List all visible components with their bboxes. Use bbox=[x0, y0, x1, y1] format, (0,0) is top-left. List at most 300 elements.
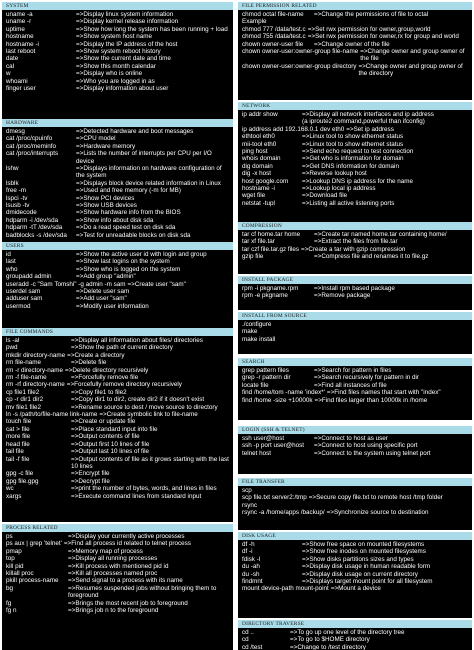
command-description: =>Forcefully remove directory recursively bbox=[66, 381, 182, 389]
command-description: =>Test for unreadable blocks on disk sda bbox=[76, 231, 191, 239]
command-row bbox=[6, 63, 231, 70]
command-row bbox=[6, 85, 231, 92]
command-text: chmod 755 /data/test.c bbox=[242, 33, 306, 41]
command-text: whois domain bbox=[242, 155, 281, 163]
command-text: ./configure bbox=[242, 321, 272, 328]
command-text: dig -x host bbox=[242, 170, 272, 178]
command-description: =>Detected hardware and boot messages bbox=[76, 128, 194, 135]
command-row bbox=[6, 367, 231, 374]
command-description: =>Hardware memory bbox=[76, 142, 136, 150]
command-row bbox=[6, 18, 231, 25]
command-description: =>Show last logins on the system bbox=[76, 258, 170, 266]
command-text: hdparm -i /dev/sda bbox=[6, 216, 59, 224]
section-process-related bbox=[2, 524, 233, 650]
command-row bbox=[6, 187, 231, 194]
section-users bbox=[2, 242, 233, 328]
command-text: cat > file bbox=[6, 425, 30, 433]
command-description: =>Secure copy file.txt to remote host /tmp folder bbox=[308, 494, 443, 502]
command-row bbox=[242, 578, 470, 585]
command-row bbox=[242, 541, 470, 548]
command-description: =>Listing all active listening ports bbox=[302, 199, 395, 207]
command-row bbox=[242, 118, 470, 125]
command-text: cp -r dir1 dir2 bbox=[6, 396, 44, 404]
section-body bbox=[238, 628, 472, 650]
command-text: mii-tool eth0 bbox=[242, 140, 277, 148]
command-description: =>To go up one level of the directory tree bbox=[290, 629, 405, 636]
command-description: =>Search recursively for pattern in dir bbox=[314, 374, 419, 382]
command-row bbox=[242, 18, 470, 25]
command-row bbox=[242, 382, 470, 389]
command-row bbox=[6, 258, 231, 265]
command-text: hostname -i bbox=[242, 185, 275, 193]
command-row bbox=[242, 238, 470, 245]
command-description: =>Display your currently active processes bbox=[68, 533, 185, 540]
command-description: =>Install rpm based package bbox=[314, 285, 395, 292]
command-row bbox=[6, 426, 231, 433]
command-row bbox=[6, 448, 231, 455]
command-text: findmnt bbox=[242, 578, 263, 586]
command-description: =>Linux tool to show ethernet status bbox=[302, 133, 404, 141]
command-text: adduser sam bbox=[6, 295, 43, 303]
command-row bbox=[6, 600, 231, 607]
command-text: ssh user@host bbox=[242, 435, 285, 442]
command-text: cd .. bbox=[242, 629, 254, 636]
command-text: netstat -tupl bbox=[242, 199, 275, 207]
command-description: =>Delete user sam bbox=[76, 288, 130, 296]
command-text: dmidecode bbox=[6, 209, 37, 217]
command-description: =>Send signal to a process with its name bbox=[68, 577, 183, 585]
section-body bbox=[2, 10, 233, 126]
command-description: =>Connect to host as user bbox=[314, 435, 388, 442]
command-text: free -m bbox=[6, 187, 26, 195]
section-search bbox=[238, 358, 472, 420]
section-header: USERS bbox=[2, 242, 233, 250]
command-text: cd /test bbox=[242, 643, 263, 650]
command-row bbox=[242, 502, 470, 509]
command-description: =>Show USB devices bbox=[76, 202, 137, 210]
command-text: uptime bbox=[6, 25, 25, 33]
command-row bbox=[242, 200, 470, 207]
command-row bbox=[6, 303, 231, 310]
command-row bbox=[242, 442, 470, 449]
section-header: FILE PERMISSION RELATED bbox=[238, 2, 472, 10]
command-description: =>Create a directory bbox=[67, 351, 125, 359]
command-row bbox=[6, 48, 231, 55]
command-row bbox=[6, 352, 231, 359]
command-description: =>Display kernel release information bbox=[76, 18, 179, 26]
command-text: rm -f file-name bbox=[6, 374, 47, 382]
command-description: =>Delete file bbox=[71, 359, 107, 367]
command-row bbox=[6, 41, 231, 48]
command-description: =>Display who is online bbox=[76, 70, 143, 78]
command-text: ln -s /path/to/file-name link-name bbox=[6, 411, 98, 419]
command-row bbox=[242, 435, 470, 442]
command-description bbox=[314, 321, 470, 328]
command-text: cat /proc/interrupts bbox=[6, 150, 59, 158]
command-row bbox=[6, 202, 231, 209]
command-row bbox=[242, 336, 470, 343]
command-row bbox=[242, 397, 470, 404]
command-row bbox=[6, 478, 231, 485]
command-description: =>Connect to the system using telnet port bbox=[314, 449, 431, 457]
command-description: =>Displays information on hardware configuration of the system bbox=[76, 165, 222, 180]
section-install-package bbox=[238, 276, 472, 310]
command-text: ps aux | grep 'telnet' bbox=[6, 540, 62, 548]
command-description: =>Create user "sam" bbox=[127, 280, 186, 288]
command-description: =>Display linux system information bbox=[76, 11, 174, 18]
command-description: =>Find all instances of file bbox=[314, 381, 387, 389]
command-description: =>Find files names that start with "index" bbox=[326, 389, 441, 397]
command-text: ls -al bbox=[6, 337, 20, 344]
command-row bbox=[242, 450, 470, 457]
command-description: =>Show free inodes on mounted filesystems bbox=[302, 548, 426, 556]
command-row bbox=[6, 143, 231, 150]
command-description: =>Display disk usage in human readable form bbox=[302, 563, 431, 571]
command-row bbox=[242, 285, 470, 292]
command-text: cat /proc/meminfo bbox=[6, 142, 57, 150]
command-row bbox=[6, 585, 231, 600]
command-description: =>Create tar named home.tar containing home/ bbox=[314, 231, 447, 238]
command-description: =>Set ip address bbox=[346, 125, 394, 133]
command-text: last bbox=[6, 258, 16, 266]
command-row bbox=[242, 155, 470, 162]
command-text: hostname bbox=[6, 33, 34, 41]
section-header: DIRECTORY TRAVERSE bbox=[238, 620, 472, 628]
command-row bbox=[6, 433, 231, 440]
command-row bbox=[6, 251, 231, 258]
command-description: =>Show system host name bbox=[76, 33, 152, 41]
command-text: dmesg bbox=[6, 128, 25, 135]
command-description: =>Show the current date and time bbox=[76, 55, 171, 63]
command-description: =>Compress file and renames it to file.gz bbox=[314, 253, 429, 261]
command-text: usermod bbox=[6, 302, 31, 310]
command-description: =>Output contents of file as it grows starting with the last 10 lines bbox=[71, 455, 229, 470]
command-row bbox=[6, 26, 231, 33]
section-network bbox=[238, 102, 472, 222]
command-row bbox=[242, 367, 470, 374]
command-row bbox=[6, 411, 231, 418]
command-text: chown owner-user:owner-group file-name bbox=[242, 48, 359, 56]
command-text: useradd -c "Sam Tomshi" -g admin -m sam bbox=[6, 280, 126, 288]
command-description: =>Show disks partitions sizes and types bbox=[302, 555, 414, 563]
section-body bbox=[2, 250, 233, 328]
section-header: SEARCH bbox=[238, 358, 472, 366]
command-text: grep pattern files bbox=[242, 367, 289, 374]
command-text: killall proc bbox=[6, 570, 34, 578]
command-text: tar cf home.tar home bbox=[242, 231, 301, 238]
command-row bbox=[6, 563, 231, 570]
section-header: INSTALL FROM SOURCE bbox=[238, 312, 472, 320]
command-description: =>Show the active user id with login and group bbox=[76, 251, 207, 258]
command-text: du -ah bbox=[242, 563, 260, 571]
command-row bbox=[6, 78, 231, 85]
command-text: touch file bbox=[6, 418, 32, 426]
command-row bbox=[6, 33, 231, 40]
command-description: =>Lists the number of interrupts per CPU per I/O device bbox=[76, 150, 212, 165]
command-description: =>Copy file1 to file2 bbox=[71, 388, 127, 396]
command-row bbox=[242, 509, 470, 516]
command-description bbox=[314, 328, 470, 335]
command-row bbox=[6, 485, 231, 492]
command-text: ping host bbox=[242, 148, 268, 156]
command-description: =>Show system reboot history bbox=[76, 48, 161, 56]
section-install-from-source bbox=[238, 312, 472, 354]
command-row bbox=[6, 374, 231, 381]
command-text: head file bbox=[6, 440, 30, 448]
command-text: rsync -a /home/apps /backup/ bbox=[242, 509, 325, 517]
command-text: host google.com bbox=[242, 177, 289, 185]
command-text: gpg -c file bbox=[6, 470, 34, 478]
command-description: =>Modify user information bbox=[76, 302, 149, 310]
section-header: FILE COMMANDS bbox=[2, 328, 233, 336]
section-body bbox=[2, 532, 233, 650]
command-row bbox=[6, 389, 231, 396]
command-description: =>Displays target mount point for all filesystem bbox=[302, 578, 433, 586]
command-description: =>Show PCI devices bbox=[76, 194, 135, 202]
command-row bbox=[6, 456, 231, 471]
command-description: =>Who you are logged in as bbox=[76, 77, 155, 85]
command-description bbox=[314, 487, 470, 494]
command-description: =>Resumes suspended jobs without bringing them to foreground bbox=[68, 584, 217, 600]
command-text: pmap bbox=[6, 547, 22, 555]
command-row bbox=[6, 180, 231, 187]
section-body bbox=[238, 230, 472, 274]
command-text: xargs bbox=[6, 492, 22, 500]
command-text: uname -a bbox=[6, 11, 33, 18]
section-header: INSTALL PACKAGE bbox=[238, 276, 472, 284]
command-description: =>Encrypt file bbox=[71, 470, 110, 478]
command-description: =>Memory map of process bbox=[68, 547, 143, 555]
command-row bbox=[242, 148, 470, 155]
command-description: =>Do a read speed test on disk sda bbox=[76, 224, 176, 232]
command-text: badblocks -s /dev/sda bbox=[6, 231, 67, 239]
command-description: =>Linux tool to show ethernet status bbox=[302, 140, 404, 148]
section-body bbox=[238, 284, 472, 310]
command-text: rm file-name bbox=[6, 359, 41, 367]
section-header: NETWORK bbox=[238, 102, 472, 110]
command-text: hostname -i bbox=[6, 40, 39, 48]
command-text: gpg file.gpg bbox=[6, 477, 39, 485]
command-row bbox=[6, 128, 231, 135]
command-description: =>Change owner and group owner of the file bbox=[360, 48, 465, 63]
command-description: =>Add user "sam" bbox=[76, 295, 127, 303]
command-text: date bbox=[6, 55, 19, 63]
command-description: =>Add group "admin" bbox=[76, 273, 136, 281]
command-description: (a iproute2 command,powerful than ifconfig) bbox=[302, 118, 425, 126]
command-description: =>Set rwx permission for owner,group,world bbox=[307, 25, 431, 33]
command-text: make install bbox=[242, 335, 276, 343]
section-body bbox=[2, 336, 233, 522]
command-description: =>Show how long the system has been running + load bbox=[76, 25, 228, 33]
command-row bbox=[6, 288, 231, 295]
section-system bbox=[2, 2, 233, 126]
command-row bbox=[242, 178, 470, 185]
command-row bbox=[6, 404, 231, 411]
section-header: PROCESS RELATED bbox=[2, 524, 233, 532]
command-description: =>Change to /test directory bbox=[290, 643, 366, 650]
command-text bbox=[242, 118, 302, 125]
command-text: cal bbox=[6, 62, 15, 70]
section-login-ssh-telnet bbox=[238, 426, 472, 474]
command-text: finger user bbox=[6, 85, 36, 93]
command-description: =>Execute command lines from standard input bbox=[71, 492, 202, 500]
command-text: scp bbox=[242, 487, 252, 494]
command-text: lsblk bbox=[6, 179, 19, 187]
command-description: =>Display all network interfaces and ip address bbox=[302, 111, 434, 118]
command-row bbox=[6, 266, 231, 273]
command-text: lspci -tv bbox=[6, 194, 28, 202]
command-text: fdisk -l bbox=[242, 555, 261, 563]
command-row bbox=[6, 55, 231, 62]
command-description: =>CPU model bbox=[76, 135, 116, 143]
command-text: top bbox=[6, 555, 15, 563]
command-description: =>Display all information about files/ directories bbox=[71, 337, 203, 344]
command-text: ps bbox=[6, 533, 13, 540]
section-body bbox=[238, 366, 472, 420]
command-description: =>Kill process with mentioned pid id bbox=[68, 562, 169, 570]
command-row bbox=[6, 281, 231, 288]
section-disk-usage bbox=[238, 532, 472, 618]
command-row bbox=[6, 150, 231, 165]
section-body bbox=[238, 320, 472, 354]
command-row bbox=[242, 374, 470, 381]
command-row bbox=[6, 548, 231, 555]
command-text: chmod octal file-name bbox=[242, 11, 304, 18]
command-row bbox=[6, 540, 231, 547]
command-row bbox=[242, 328, 470, 335]
command-description: =>To go to $HOME directory bbox=[290, 636, 370, 644]
section-file-permission-related bbox=[238, 2, 472, 100]
command-text: fg bbox=[6, 599, 12, 607]
command-description: =>Decrypt file bbox=[71, 477, 110, 485]
command-description: =>Synchronize source to destination bbox=[326, 509, 429, 517]
command-row bbox=[242, 26, 470, 33]
command-row bbox=[242, 126, 470, 133]
command-description: =>Brings the most recent job to foreground bbox=[68, 599, 188, 607]
command-description bbox=[314, 502, 470, 509]
command-row bbox=[6, 359, 231, 366]
command-row bbox=[242, 571, 470, 578]
command-row bbox=[242, 33, 470, 40]
command-row bbox=[242, 636, 470, 643]
command-text: kill pid bbox=[6, 562, 24, 570]
command-text: cat /proc/cpuinfo bbox=[6, 135, 53, 143]
section-body bbox=[2, 127, 233, 245]
section-body bbox=[238, 434, 472, 474]
command-text: hdparm -tT /dev/sda bbox=[6, 224, 63, 232]
command-row bbox=[6, 70, 231, 77]
command-row bbox=[242, 644, 470, 650]
command-description bbox=[314, 336, 470, 343]
command-text: bg bbox=[6, 584, 14, 592]
command-description: =>Get DNS information for domain bbox=[302, 162, 399, 170]
command-row bbox=[242, 487, 470, 494]
command-description: =>Output contents of file bbox=[71, 433, 140, 441]
command-description: =>Output first 10 lines of file bbox=[71, 440, 150, 448]
command-description: =>Lookup local ip address bbox=[302, 185, 376, 193]
command-row bbox=[242, 170, 470, 177]
command-description: =>Change the permissions of file to octal bbox=[314, 11, 429, 18]
section-body bbox=[238, 10, 472, 100]
command-row bbox=[6, 555, 231, 562]
command-row bbox=[6, 195, 231, 202]
command-text: rpm -e pkgname bbox=[242, 292, 288, 300]
command-row bbox=[6, 533, 231, 540]
command-text: gzip file bbox=[242, 253, 264, 261]
command-row bbox=[6, 493, 231, 500]
command-row bbox=[6, 232, 231, 239]
section-header: COMPRESSION bbox=[238, 222, 472, 230]
command-text: lshw bbox=[6, 165, 19, 173]
command-description: =>Find all process id related to telnet process bbox=[63, 540, 191, 548]
command-row bbox=[242, 111, 470, 118]
command-description: =>Search for pattern in files bbox=[314, 367, 392, 374]
command-text: ip addr show bbox=[242, 111, 278, 118]
command-description: =>Download file bbox=[302, 192, 348, 200]
section-header: FILE TRANSFER bbox=[238, 478, 472, 486]
command-row bbox=[242, 253, 470, 260]
command-row bbox=[242, 548, 470, 555]
command-row bbox=[6, 337, 231, 344]
command-text: chown owner-user file bbox=[242, 40, 304, 48]
command-description: =>Rename source to dest / move source to directory bbox=[71, 403, 218, 411]
command-description: =>Change owner of the file bbox=[314, 40, 390, 48]
command-text: cp file1 file2 bbox=[6, 388, 40, 396]
command-text: find /home/tom -name 'index*' bbox=[242, 389, 325, 397]
command-description: =>Extract the files from file.tar bbox=[314, 238, 398, 246]
command-description: =>Displays block device related information in Linux bbox=[76, 179, 221, 187]
command-text: rm -rf directory-name bbox=[6, 381, 65, 389]
section-header: LOGIN (SSH & TELNET) bbox=[238, 426, 472, 434]
command-description: =>Remove package bbox=[314, 292, 371, 300]
command-description: =>Brings job n to the foreground bbox=[68, 607, 159, 615]
command-row bbox=[6, 418, 231, 425]
section-directory-traverse bbox=[238, 620, 472, 650]
command-row bbox=[6, 165, 231, 180]
command-description: =>Show free space on mounted filesystems bbox=[302, 541, 425, 548]
command-description: =>Change owner and group owner of the directory bbox=[358, 62, 463, 78]
command-text: telnet host bbox=[242, 449, 272, 457]
command-row bbox=[242, 556, 470, 563]
command-row bbox=[6, 273, 231, 280]
command-text: cd bbox=[242, 636, 249, 644]
command-text: ethtool eth0 bbox=[242, 133, 275, 141]
command-row bbox=[242, 246, 470, 253]
command-text: groupadd admin bbox=[6, 273, 52, 281]
command-row bbox=[6, 396, 231, 403]
command-text: userdel sam bbox=[6, 288, 41, 296]
command-description: =>Show who is logged on the system bbox=[76, 265, 181, 273]
section-file-commands bbox=[2, 328, 233, 522]
command-text: pkill process-name bbox=[6, 577, 59, 585]
command-text: rm -r directory-name bbox=[6, 366, 64, 374]
command-description: =>Set rwx permission for owner,rx for group and world bbox=[307, 33, 459, 41]
command-text: whoami bbox=[6, 77, 28, 85]
command-text: wget file bbox=[242, 192, 266, 200]
command-text: scp file.txt server2:/tmp bbox=[242, 494, 307, 502]
command-description: =>Used and free memory (-m for MB) bbox=[76, 187, 181, 195]
command-text: du -sh bbox=[242, 570, 260, 578]
command-row bbox=[242, 11, 470, 18]
command-row bbox=[6, 295, 231, 302]
command-text: id bbox=[6, 251, 11, 258]
section-body bbox=[238, 110, 472, 222]
command-text: mv file1 file2 bbox=[6, 403, 41, 411]
command-description: =>Kill all processes named proc bbox=[68, 570, 158, 578]
command-text: ssh -p port user@host bbox=[242, 442, 305, 450]
command-text: df -h bbox=[242, 541, 255, 548]
command-text: dig domain bbox=[242, 162, 273, 170]
